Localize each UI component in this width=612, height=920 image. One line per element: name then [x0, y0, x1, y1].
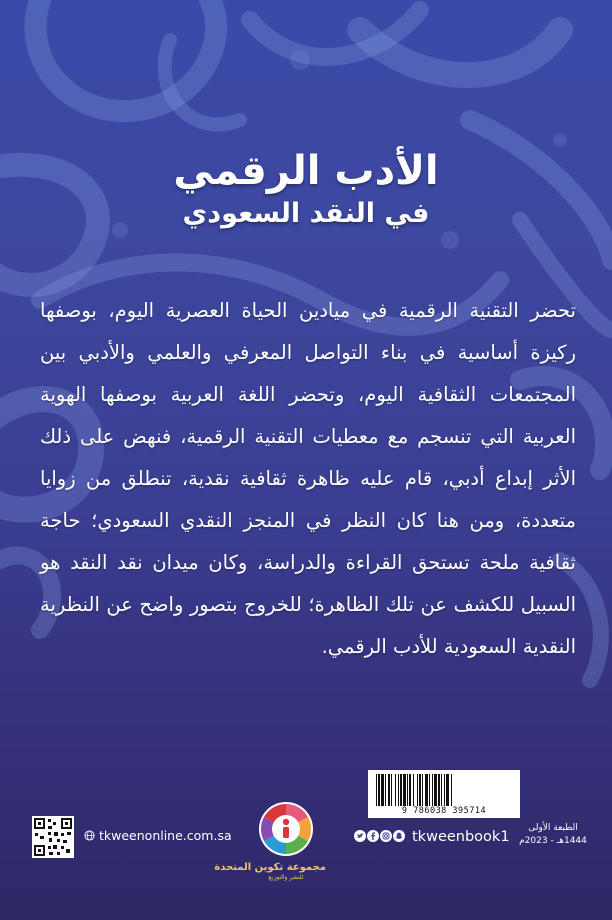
publisher-tagline: للنشر والتوزيع	[268, 874, 304, 881]
website-link	[84, 828, 232, 844]
edition-info	[518, 822, 588, 848]
snapchat-icon	[393, 827, 405, 846]
qr-code	[32, 816, 74, 858]
publisher-logo-block	[214, 800, 326, 881]
publisher-name: مجموعة تكوين المتحدة	[214, 862, 326, 873]
globe-icon	[84, 829, 95, 844]
publisher-logo-icon	[257, 800, 315, 858]
website-url: tkweenonline.com.sa	[99, 828, 232, 843]
barcode-digits: 9 786038 395714	[401, 806, 487, 816]
book-title: الأدب الرقمي	[173, 148, 439, 194]
facebook-icon	[367, 827, 379, 846]
social-links	[354, 826, 510, 846]
title-block	[0, 148, 612, 229]
barcode-bars	[374, 774, 514, 806]
blurb-text	[40, 290, 576, 668]
edition-year: 1444هـ - 2023م	[519, 836, 587, 846]
isbn-barcode	[368, 770, 520, 818]
qr-code-icon	[32, 816, 74, 858]
book-subtitle: في النقد السعودي	[182, 198, 430, 229]
blurb-paragraph: تحضر التقنية الرقمية في ميادين الحياة العصرية اليوم، بوصفها ركيزة أساسية في بناء التواصل المعرفي والعلمي والأدبي بين المجتمعات الثقافية اليوم، وتحضر اللغة العربية بوصفها الهوية العربية التي تنسجم مع معطيات التقنية الرقمية، فنهض على ذلك الأثر إبداع أدبي، قام عليه ظاهرة ثقافية نقدية، تنطلق من زوايا متعددة، ومن هنا كان النظر في المنجز النقدي السعودي؛ حاجة ثقافية ملحة تستحق القراءة والدراسة، وكان ميدان نقد النقد هو السبيل للكشف عن تلك الظاهرة؛ للخروج بتصور واضح عن النظرية النقدية السعودية للأدب الرقمي.	[40, 299, 576, 658]
edition-label: الطبعة الأولى	[528, 823, 578, 833]
twitter-icon	[354, 827, 366, 846]
social-handle: tkweenbook1	[412, 828, 510, 845]
instagram-icon	[380, 827, 392, 846]
